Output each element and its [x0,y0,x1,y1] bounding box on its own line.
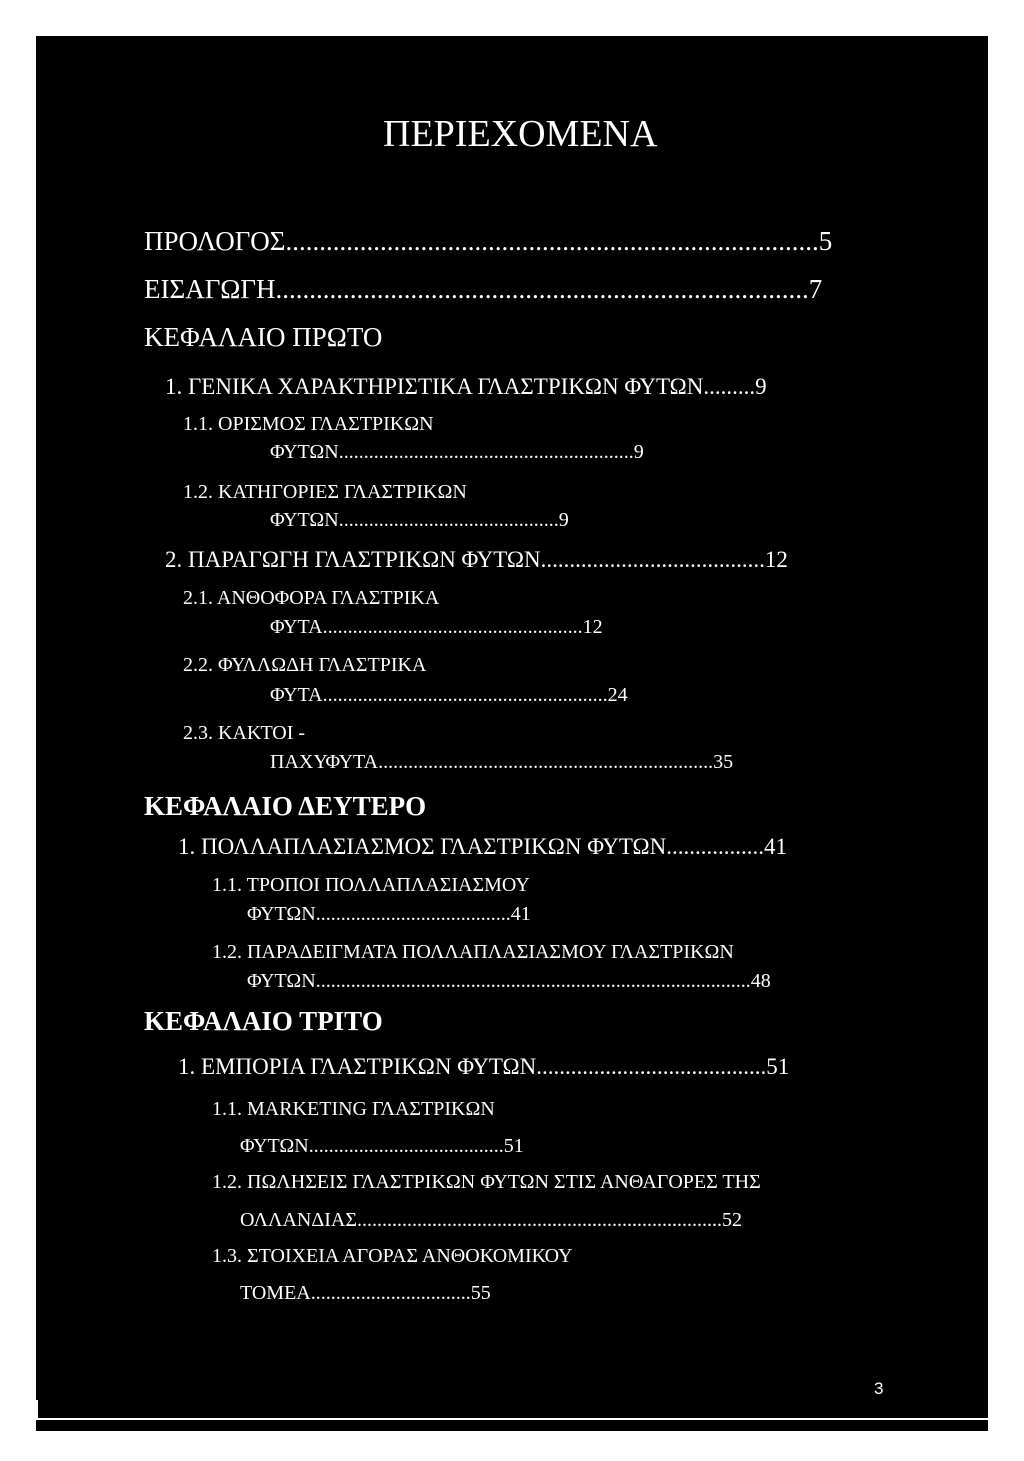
page-title: ΠΕΡΙΕΧΟΜΕΝΑ [383,113,658,155]
toc-entry: ΦΥΤΩΝ.......................................51 [240,1135,524,1157]
toc-entry: 1.1. ΤΡΟΠΟΙ ΠΟΛΛΑΠΛΑΣΙΑΣΜΟΥ [212,874,530,896]
toc-entry: 2.1. ΑΝΘΟΦΟΡΑ ΓΛΑΣΤΡΙΚΑ [183,587,440,609]
toc-entry: ΦΥΤΩΝ............................................9 [270,509,569,531]
margin-mark [36,1400,38,1420]
toc-entry-prologue: ΠΡΟΛΟΓΟΣ...............................................................................5 [144,226,833,256]
toc-entry: 1.1. ΟΡΙΣΜΟΣ ΓΛΑΣΤΡΙΚΩΝ [183,413,434,435]
chapter-two-heading: ΚΕΦΑΛΑΙΟ ΔΕΥΤΕΡΟ [144,791,427,821]
toc-entry: 2.2. ΦΥΛΛΩΔΗ ΓΛΑΣΤΡΙΚΑ [183,654,427,676]
toc-entry: ΦΥΤΩΝ.......................................41 [247,903,531,925]
toc-entry: ΦΥΤΩΝ.......................................................................................48 [247,970,771,992]
toc-entry: 1.3. ΣΤΟΙΧΕΙΑ ΑΓΟΡΑΣ ΑΝΘΟΚΟΜΙΚΟΥ [212,1245,573,1267]
toc-entry: 1.1. MARKETING ΓΛΑΣΤΡΙΚΩΝ [212,1098,495,1120]
toc-entry: 1. ΕΜΠΟΡΙΑ ΓΛΑΣΤΡΙΚΩΝ ΦΥΤΩΝ........................................51 [178,1054,790,1079]
chapter-one-heading: ΚΕΦΑΛΑΙΟ ΠΡΩΤΟ [144,322,383,352]
toc-entry: 1. ΓΕΝΙΚΑ ΧΑΡΑΚΤΗΡΙΣΤΙΚΑ ΓΛΑΣΤΡΙΚΩΝ ΦΥΤΩΝ.........9 [165,374,767,399]
toc-entry: 2. ΠΑΡΑΓΩΓΗ ΓΛΑΣΤΡΙΚΩΝ ΦΥΤΩΝ.......................................12 [165,547,788,572]
toc-entry: ΦΥΤΑ....................................................12 [270,616,603,638]
toc-entry: 1. ΠΟΛΛΑΠΛΑΣΙΑΣΜΟΣ ΓΛΑΣΤΡΙΚΩΝ ΦΥΤΩΝ.................41 [178,834,787,859]
bottom-rule [36,1418,988,1420]
toc-entry: 1.2. ΠΑΡΑΔΕΙΓΜΑΤΑ ΠΟΛΛΑΠΛΑΣΙΑΣΜΟΥ ΓΛΑΣΤΡΙΚΩΝ [212,941,734,963]
toc-entry: 1.2. ΚΑΤΗΓΟΡΙΕΣ ΓΛΑΣΤΡΙΚΩΝ [183,481,467,503]
toc-entry: ΤΟΜΕΑ................................55 [240,1282,491,1304]
toc-entry: ΠΑΧΥΦΥΤΑ...................................................................35 [270,751,734,773]
toc-entry: 2.3. ΚΑΚΤΟΙ - [183,722,306,744]
toc-entry-introduction: ΕΙΣΑΓΩΓΗ...............................................................................7 [144,274,823,304]
chapter-three-heading: ΚΕΦΑΛΑΙΟ ΤΡΙΤΟ [144,1006,383,1036]
toc-entry: ΦΥΤΩΝ...........................................................9 [270,441,644,463]
toc-entry: ΦΥΤΑ.........................................................24 [270,684,628,706]
toc-entry: 1.2. ΠΩΛΗΣΕΙΣ ΓΛΑΣΤΡΙΚΩΝ ΦΥΤΩΝ ΣΤΙΣ ΑΝΘΑΓΟΡΕΣ ΤΗΣ [212,1171,761,1193]
page-number: 3 [874,1379,884,1398]
toc-entry: ΟΛΛΑΝΔΙΑΣ.........................................................................52 [240,1209,742,1231]
